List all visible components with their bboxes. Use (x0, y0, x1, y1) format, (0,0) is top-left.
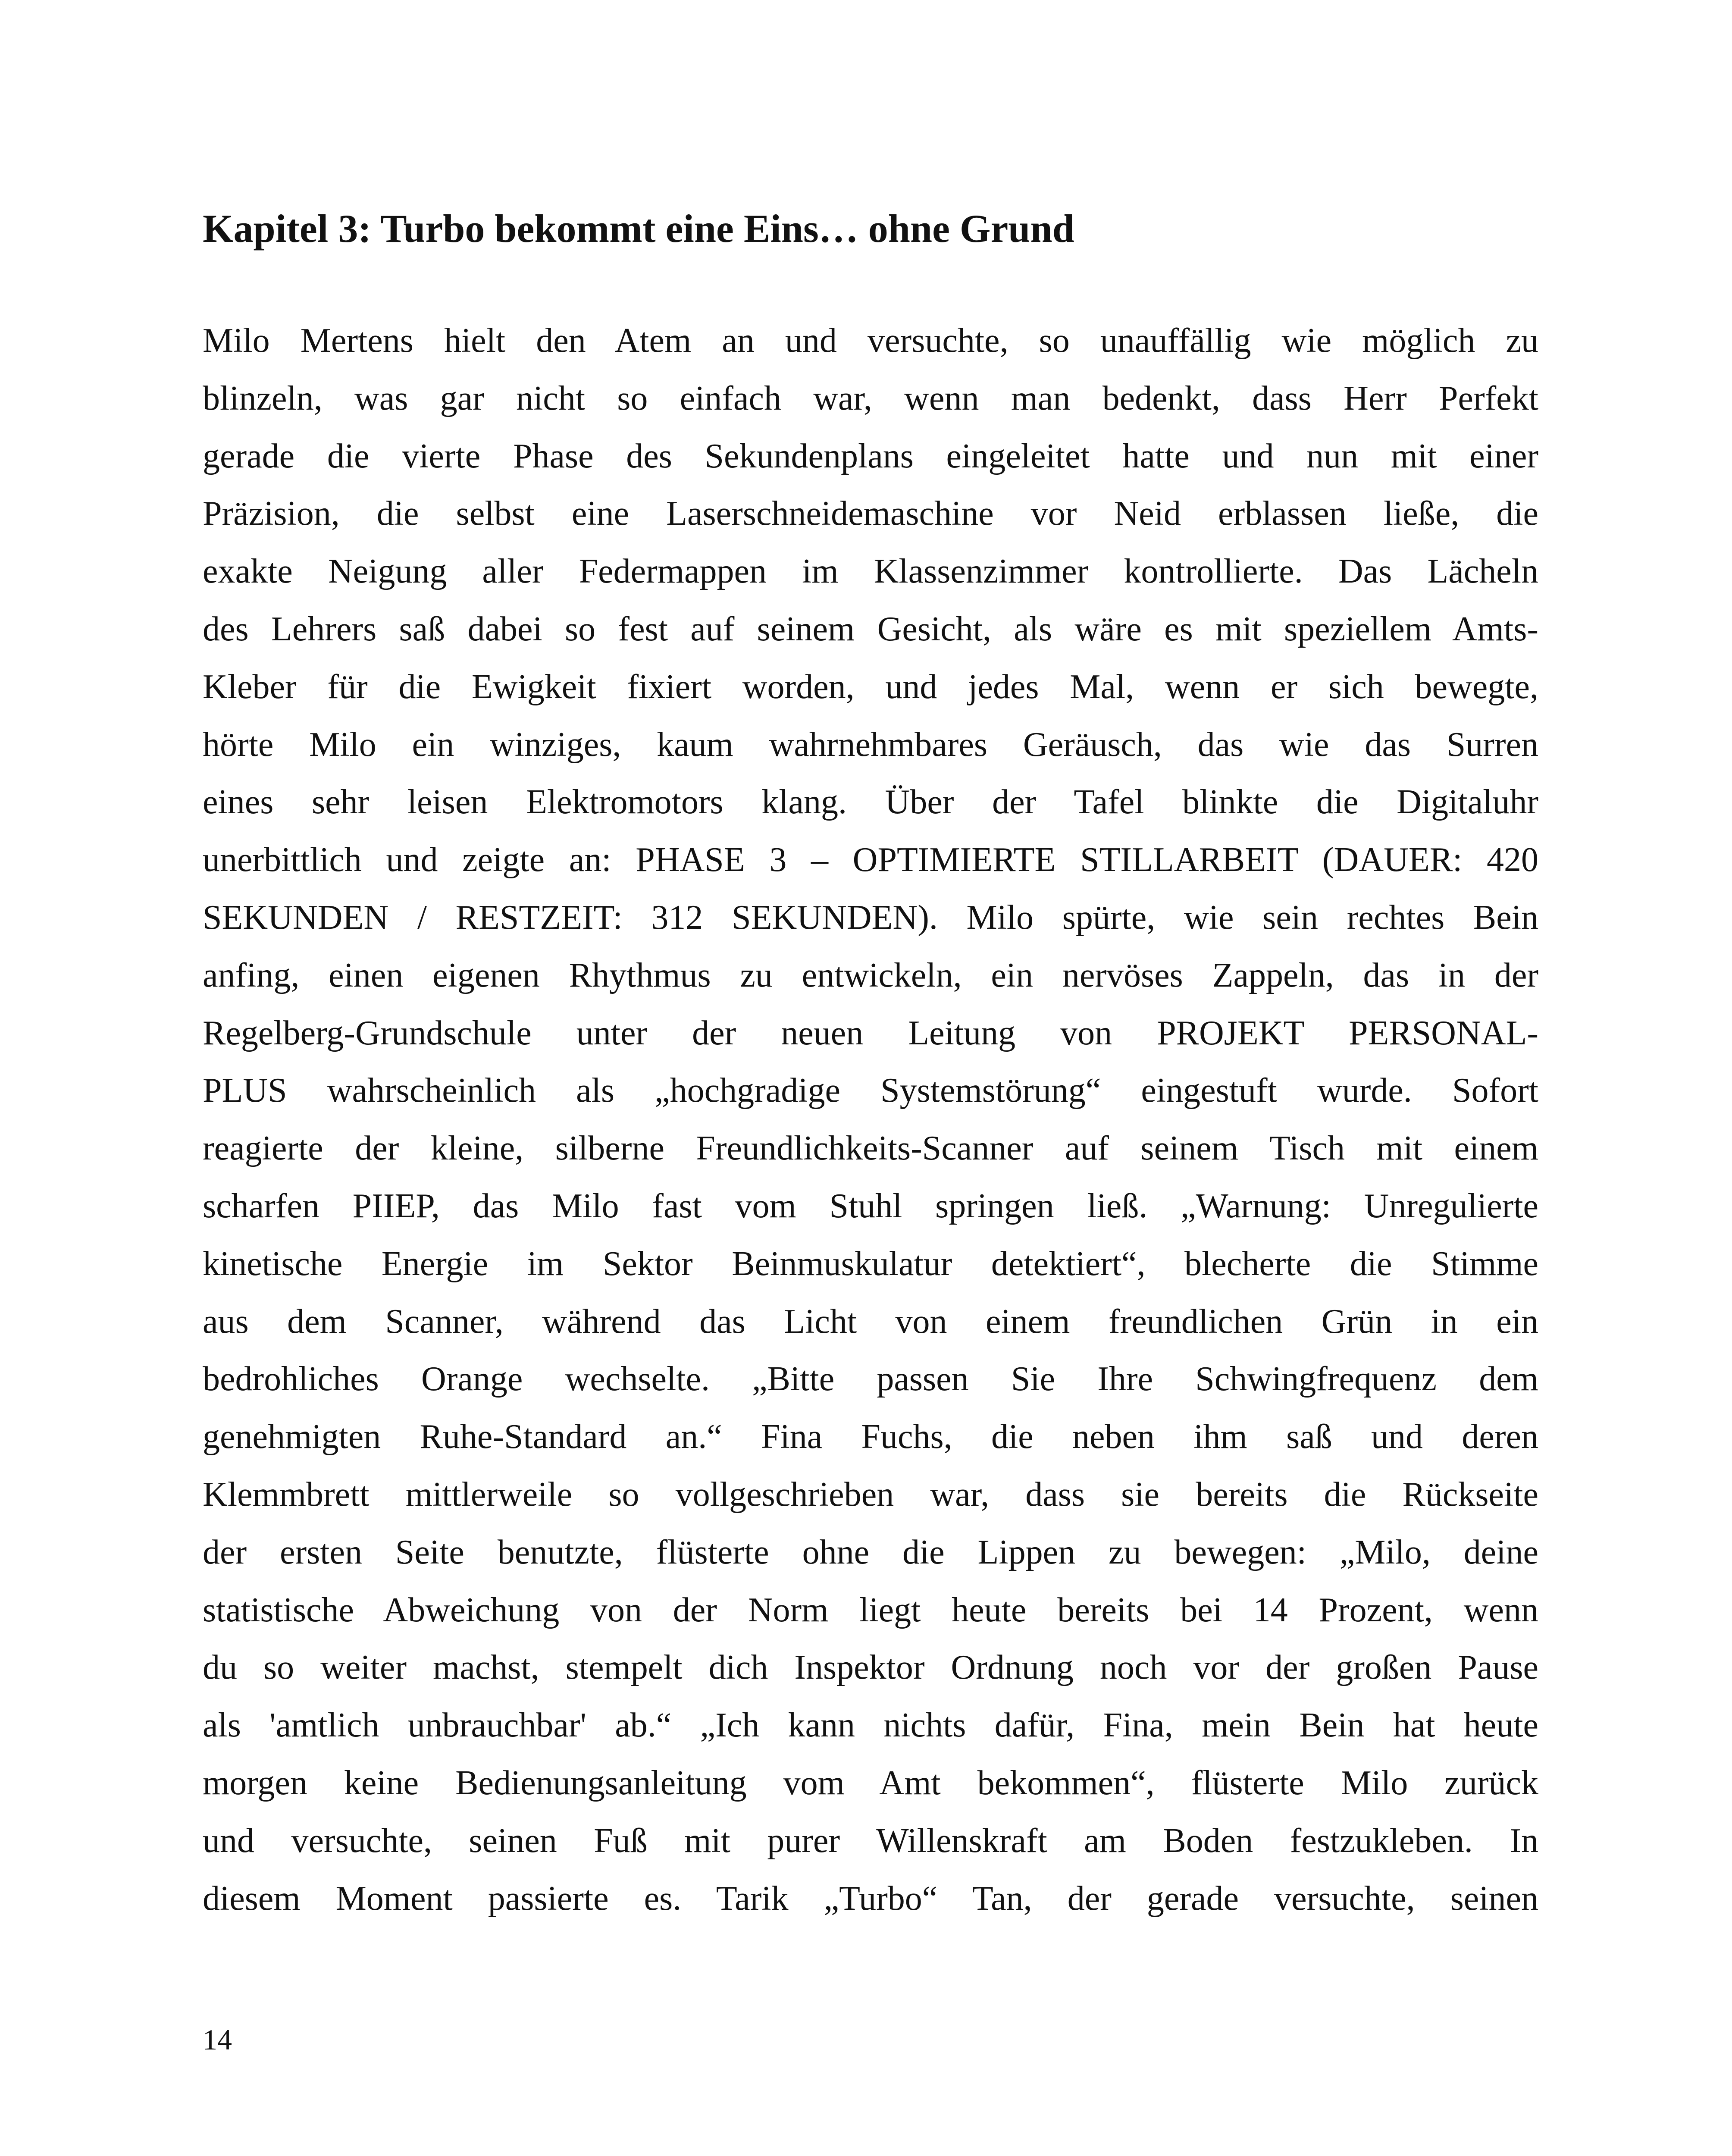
text-line: statistische Abweichung von der Norm liegt heute bereits bei 14 Prozent, wenn (203, 1591, 1538, 1629)
text-line: Klemmbrett mittlerweile so vollgeschrieben war, dass sie bereits die Rückseite (203, 1475, 1538, 1514)
text-line: Regelberg-Grundschule unter der neuen Leitung von PROJEKT PERSONAL- (203, 1014, 1538, 1052)
text-line: reagierte der kleine, silberne Freundlichkeits-Scanner auf seinem Tisch mit einem (203, 1129, 1538, 1168)
text-line: du so weiter machst, stempelt dich Inspektor Ordnung noch vor der großen Pause (203, 1648, 1538, 1687)
text-line: PLUS wahrscheinlich als „hochgradige Systemstörung“ eingestuft wurde. Sofort (203, 1072, 1538, 1110)
text-line: Kleber für die Ewigkeit fixiert worden, und jedes Mal, wenn er sich bewegte, (203, 667, 1538, 706)
text-line: bedrohliches Orange wechselte. „Bitte passen Sie Ihre Schwingfrequenz dem (203, 1360, 1538, 1398)
text-line: hörte Milo ein winziges, kaum wahrnehmbares Geräusch, das wie das Surren (203, 725, 1538, 764)
text-line: anfing, einen eigenen Rhythmus zu entwickeln, ein nervöses Zappeln, das in der (203, 956, 1538, 994)
text-line: als 'amtlich unbrauchbar' ab.“ „Ich kann nichts dafür, Fina, mein Bein hat heute (203, 1706, 1538, 1745)
text-line: der ersten Seite benutzte, flüsterte ohne die Lippen zu bewegen: „Milo, deine (203, 1533, 1538, 1571)
text-line: scharfen PIIEP, das Milo fast vom Stuhl springen ließ. „Warnung: Unregulierte (203, 1187, 1538, 1225)
chapter-body-text (203, 312, 1538, 1927)
text-line: eines sehr leisen Elektromotors klang. Über der Tafel blinkte die Digitaluhr (203, 783, 1538, 821)
text-line: unerbittlich und zeigte an: PHASE 3 – OPTIMIERTE STILLARBEIT (DAUER: 420 (203, 841, 1538, 879)
text-line: und versuchte, seinen Fuß mit purer Willenskraft am Boden festzukleben. In (203, 1821, 1538, 1860)
text-line: Präzision, die selbst eine Laserschneidemaschine vor Neid erblassen ließe, die (203, 495, 1538, 533)
text-line: Milo Mertens hielt den Atem an und versuchte, so unauffällig wie möglich zu (203, 322, 1538, 360)
text-line: morgen keine Bedienungsanleitung vom Amt bekommen“, flüsterte Milo zurück (203, 1764, 1538, 1802)
text-line: gerade die vierte Phase des Sekundenplans eingeleitet hatte und nun mit einer (203, 437, 1538, 475)
text-line: des Lehrers saß dabei so fest auf seinem Gesicht, als wäre es mit speziellem Amts- (203, 610, 1538, 648)
text-line: diesem Moment passierte es. Tarik „Turbo“ Tan, der gerade versuchte, seinen (203, 1879, 1538, 1918)
page-number: 14 (203, 2023, 232, 2056)
text-line: blinzeln, was gar nicht so einfach war, wenn man bedenkt, dass Herr Perfekt (203, 379, 1538, 417)
text-line: kinetische Energie im Sektor Beinmuskulatur detektiert“, blecherte die Stimme (203, 1244, 1538, 1283)
chapter-title: Kapitel 3: Turbo bekommt eine Eins… ohne Grund (203, 207, 1074, 251)
text-line: genehmigten Ruhe-Standard an.“ Fina Fuchs, die neben ihm saß und deren (203, 1418, 1538, 1456)
text-line: exakte Neigung aller Federmappen im Klassenzimmer kontrollierte. Das Lächeln (203, 552, 1538, 591)
text-line: aus dem Scanner, während das Licht von einem freundlichen Grün in ein (203, 1302, 1538, 1341)
text-line: SEKUNDEN / RESTZEIT: 312 SEKUNDEN). Milo spürte, wie sein rechtes Bein (203, 898, 1538, 937)
